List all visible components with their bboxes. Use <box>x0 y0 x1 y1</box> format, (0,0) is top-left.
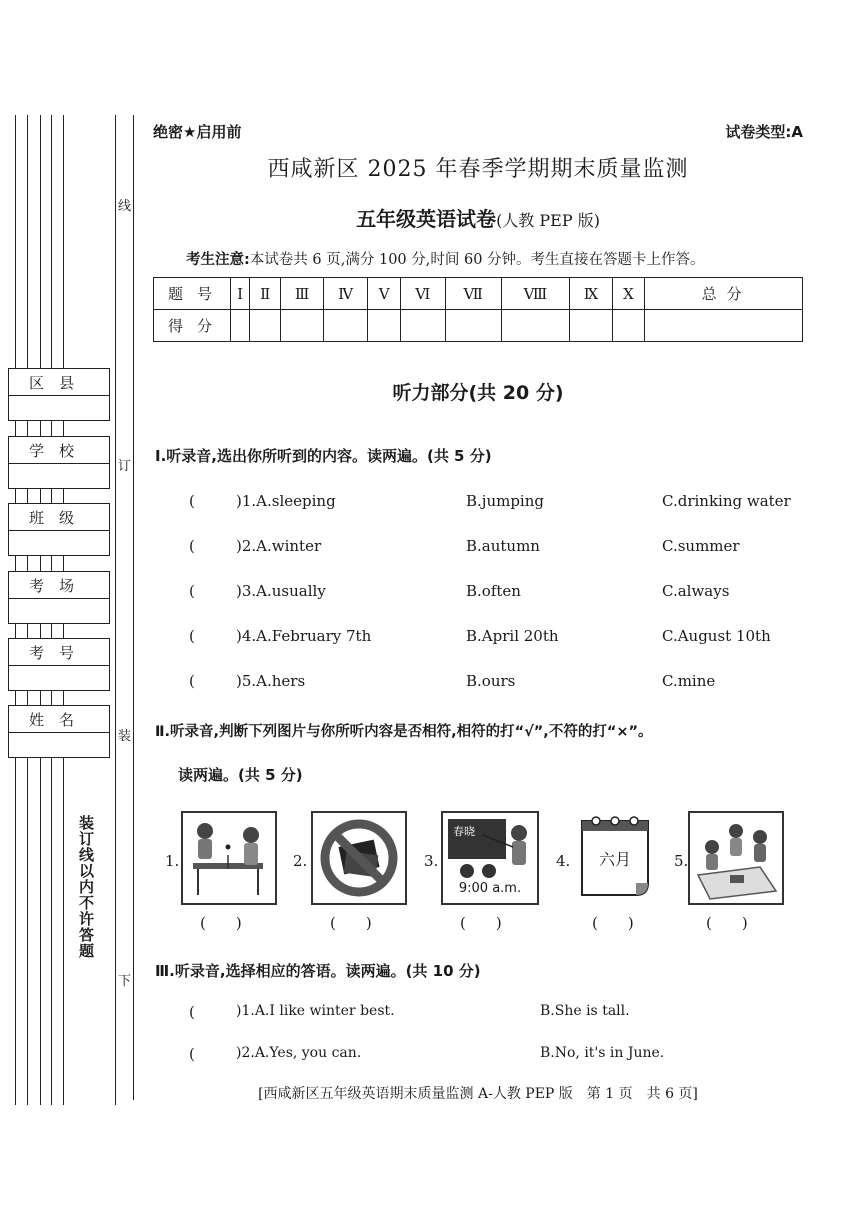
exam-subtitle <box>153 203 803 232</box>
binding-mark-order: 订 <box>118 455 131 474</box>
option-c: C.mine <box>662 672 716 690</box>
option-c: C.always <box>662 582 730 600</box>
answer-paren: ( <box>189 492 195 510</box>
picture-number: 2. <box>293 852 308 870</box>
field-blank <box>8 732 110 758</box>
score-cell <box>570 310 613 342</box>
part2-instruction: Ⅱ.听录音,判断下列图片与你所听内容是否相符,相符的打“√”,不符的打“×”。 <box>155 724 653 740</box>
score-cell <box>645 310 803 342</box>
score-col: Ⅲ <box>281 278 324 310</box>
binding-warning: 装订线以内不许答题 <box>77 815 95 959</box>
field-district <box>8 368 110 421</box>
score-col: Ⅷ <box>501 278 569 310</box>
answer-paren: ( <box>189 627 195 645</box>
score-col: Ⅶ <box>445 278 501 310</box>
field-blank <box>8 395 110 421</box>
field-label: 学 校 <box>29 441 75 460</box>
binding-mark-down: 下 <box>118 970 131 989</box>
field-blank <box>8 530 110 556</box>
field-label: 姓 名 <box>29 710 75 729</box>
picture-answer-blank[interactable]: ( ) <box>460 914 502 932</box>
option-a: )4.A.February 7th <box>236 627 372 645</box>
score-row-label: 题号 <box>154 278 231 310</box>
score-cell <box>231 310 250 342</box>
binding-mark-line: 线 <box>118 195 131 214</box>
picture-answer-blank[interactable]: ( ) <box>706 914 748 932</box>
picture-number: 5. <box>674 852 689 870</box>
exam-notice <box>186 248 705 269</box>
score-table <box>153 277 803 342</box>
answer-paren: ( <box>189 582 195 600</box>
field-class <box>8 503 110 556</box>
notice-text: 本试卷共 6 页,满分 100 分,时间 60 分钟。考生直接在答题卡上作答。 <box>249 252 705 268</box>
option-a: )3.A.usually <box>236 582 326 600</box>
option-a: )1.A.sleeping <box>236 492 336 510</box>
score-col: Ⅸ <box>570 278 613 310</box>
score-col: Ⅵ <box>401 278 446 310</box>
option-a: )1.A.I like winter best. <box>236 1003 395 1019</box>
binding-mark-bind: 装 <box>118 725 131 744</box>
answer-paren: ( <box>189 537 195 555</box>
score-col-total: 总分 <box>645 278 803 310</box>
score-table-score-row <box>154 310 803 342</box>
option-c: C.drinking water <box>662 492 791 510</box>
page-footer: [西咸新区五年级英语期末质量监测 A-人教 PEP 版 第 1 页 共 6 页] <box>258 1086 698 1102</box>
score-col: Ⅹ <box>612 278 644 310</box>
field-name <box>8 705 110 758</box>
picture-answer-blank[interactable]: ( ) <box>592 914 634 932</box>
classroom-teacher-image <box>441 811 539 905</box>
field-blank <box>8 665 110 691</box>
option-b: B.No, it's in June. <box>540 1045 665 1061</box>
score-cell <box>250 310 281 342</box>
picture-answer-blank[interactable]: ( ) <box>330 914 372 932</box>
option-b: B.often <box>466 582 521 600</box>
kids-playing-ping-pong-image <box>181 811 277 905</box>
option-b: B.jumping <box>466 492 544 510</box>
score-row-label: 得分 <box>154 310 231 342</box>
kids-picnic-image <box>688 811 784 905</box>
score-cell <box>323 310 367 342</box>
edition-text: (人教 PEP 版) <box>496 211 600 230</box>
answer-paren: ( <box>189 1003 195 1021</box>
picture-answer-blank[interactable]: ( ) <box>200 914 242 932</box>
score-cell <box>368 310 401 342</box>
section-heading: 听力部分(共 20 分) <box>392 382 564 404</box>
option-a: )2.A.winter <box>236 537 322 555</box>
field-blank <box>8 598 110 624</box>
exam-title: 西咸新区 2025 年春季学期期末质量监测 <box>267 157 689 182</box>
field-school <box>8 436 110 489</box>
clock-caption: 9:00 a.m. <box>458 881 522 896</box>
score-col: Ⅳ <box>323 278 367 310</box>
option-b: B.She is tall. <box>540 1003 630 1019</box>
part1-instruction: Ⅰ.听录音,选出你所听到的内容。读两遍。(共 5 分) <box>155 447 492 465</box>
field-blank <box>8 463 110 489</box>
option-c: C.summer <box>662 537 740 555</box>
field-label: 考 场 <box>29 576 75 595</box>
option-b: B.ours <box>466 672 516 690</box>
option-b: B.autumn <box>466 537 540 555</box>
score-cell <box>501 310 569 342</box>
paper-type: 试卷类型:A <box>725 123 803 141</box>
option-a: )5.A.hers <box>236 672 306 690</box>
field-label: 考 号 <box>29 643 75 662</box>
field-exam-room <box>8 571 110 624</box>
score-col: Ⅱ <box>250 278 281 310</box>
field-exam-number <box>8 638 110 691</box>
score-col: Ⅰ <box>231 278 250 310</box>
field-label: 区 县 <box>29 373 75 392</box>
option-b: B.April 20th <box>466 627 559 645</box>
score-cell <box>281 310 324 342</box>
calendar-month: 六月 <box>598 850 631 869</box>
notice-label: 考生注意: <box>186 252 250 268</box>
no-books-sign-image <box>311 811 407 905</box>
board-text: 春晓 <box>453 825 475 838</box>
calendar-image <box>574 811 656 901</box>
answer-paren: ( <box>189 672 195 690</box>
part3-instruction: Ⅲ.听录音,选择相应的答语。读两遍。(共 10 分) <box>155 962 481 980</box>
option-a: )2.A.Yes, you can. <box>236 1045 362 1061</box>
subtitle-text: 五年级英语试卷 <box>356 207 497 231</box>
secret-label: 绝密★启用前 <box>153 123 242 141</box>
picture-number: 4. <box>556 852 571 870</box>
score-cell <box>612 310 644 342</box>
part2-instruction-cont: 读两遍。(共 5 分) <box>178 766 303 784</box>
option-c: C.August 10th <box>662 627 771 645</box>
picture-number: 1. <box>165 852 180 870</box>
score-cell <box>401 310 446 342</box>
score-col: Ⅴ <box>368 278 401 310</box>
picture-number: 3. <box>424 852 439 870</box>
score-cell <box>445 310 501 342</box>
score-table-header-row <box>154 278 803 310</box>
field-label: 班 级 <box>29 508 75 527</box>
answer-paren: ( <box>189 1045 195 1063</box>
